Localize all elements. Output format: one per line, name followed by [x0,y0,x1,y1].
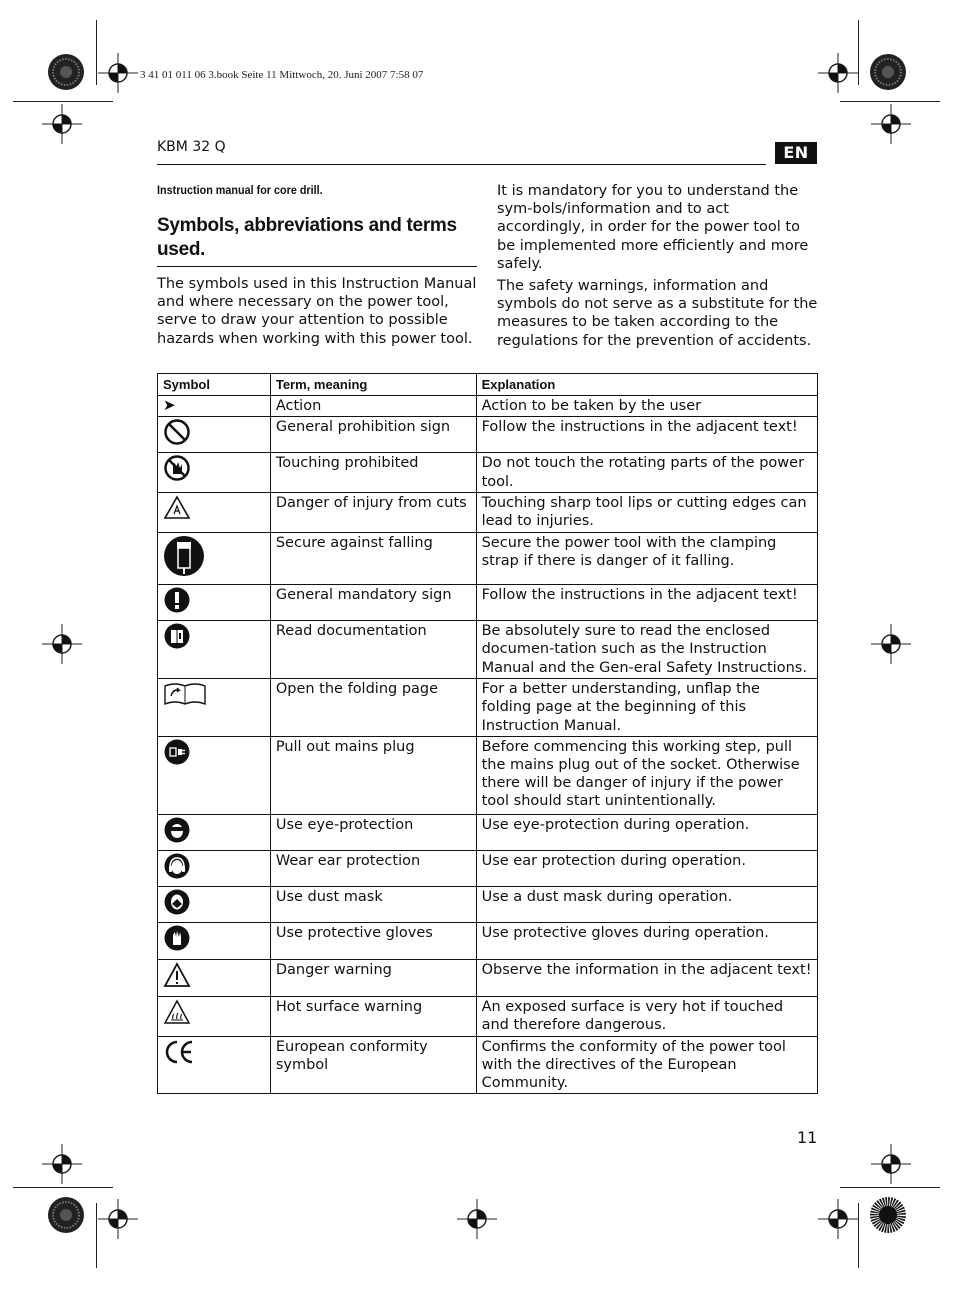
term-cell: Secure against falling [270,532,476,584]
column-header: Term, meaning [270,374,476,396]
model-name: KBM 32 Q [157,139,226,155]
table-row [158,887,818,923]
explanation-cell: Use eye-protection during operation. [476,814,817,850]
mandatory-icon [163,586,191,614]
section-heading: Symbols, abbreviations and terms used. [157,215,457,260]
registration-mark-icon [98,53,138,93]
registration-mark-icon [818,53,858,93]
header-rule [157,164,766,165]
color-wheel-icon [869,53,907,91]
registration-mark-icon [818,1199,858,1239]
registration-mark-icon [98,1199,138,1239]
table-row [158,996,818,1036]
prohibition-icon [163,418,191,446]
column-header: Explanation [476,374,817,396]
registration-mark-icon [871,624,911,664]
hot-surface-icon [163,998,191,1026]
term-cell: Pull out mains plug [270,736,476,814]
read-docs-icon [163,622,191,650]
table-row [158,814,818,850]
table-row [158,492,818,532]
table-row [158,532,818,584]
term-cell: Touching prohibited [270,453,476,492]
term-cell: Use dust mask [270,887,476,923]
registration-mark-icon [871,1144,911,1184]
registration-mark-icon [871,104,911,144]
safety-paragraph: The safety warnings, information and symbols do not serve as a substitute for the measures to be taken according to the regulations for the prevention of accidents. [497,278,818,349]
eye-protection-icon [163,816,191,844]
table-row [158,851,818,887]
language-badge: EN [775,142,817,164]
color-wheel-icon [47,53,85,91]
secure-falling-icon [163,534,205,578]
ear-protection-icon [163,852,191,880]
registration-mark-icon [457,1199,497,1239]
term-cell: General prohibition sign [270,417,476,453]
term-cell: Wear ear protection [270,851,476,887]
explanation-cell: Before commencing this working step, pull the mains plug out of the socket. Otherwise there will be danger of injury if the power tool should start unintentionally. [476,736,817,814]
table-row [158,679,818,737]
table-row [158,396,818,417]
explanation-cell: Secure the power tool with the clamping strap if there is danger of it falling. [476,532,817,584]
term-cell: General mandatory sign [270,585,476,621]
table-row [158,453,818,492]
gloves-icon [163,924,191,952]
color-wheel-icon [47,1196,85,1234]
explanation-cell: Action to be taken by the user [476,396,817,417]
explanation-cell: An exposed surface is very hot if touched and therefore dangerous. [476,996,817,1036]
explanation-cell: Follow the instructions in the adjacent text! [476,585,817,621]
explanation-cell: For a better understanding, unflap the folding page at the beginning of this Instruction Manual. [476,679,817,737]
dust-mask-icon [163,888,191,916]
mains-plug-icon [163,738,191,766]
cut-danger-icon [163,494,191,522]
registration-mark-icon [42,104,82,144]
page-number: 11 [797,1128,818,1147]
term-cell: Read documentation [270,621,476,679]
color-wheel-icon [869,1196,907,1234]
print-info: 3 41 01 011 06 3.book Seite 11 Mittwoch, 20. Juni 2007 7:58 07 [140,69,424,81]
explanation-cell: Be absolutely sure to read the enclosed documen-tation such as the Instruction Manual and the Gen-eral Safety Instructions. [476,621,817,679]
explanation-cell: Follow the instructions in the adjacent text! [476,417,817,453]
no-touch-icon [163,454,191,482]
manual-subtitle: Instruction manual for core drill. [157,183,323,197]
term-cell: Hot surface warning [270,996,476,1036]
mandatory-paragraph: It is mandatory for you to understand the sym-bols/information and to act accordingly, in order for the power tool to be implemented more efficiently and more safely. [497,183,809,272]
term-cell: Use protective gloves [270,923,476,959]
heading-rule [157,266,477,267]
explanation-cell: Observe the information in the adjacent text! [476,959,817,996]
registration-mark-icon [42,1144,82,1184]
table-row [158,621,818,679]
table-row [158,959,818,996]
explanation-cell: Touching sharp tool lips or cutting edges can lead to injuries. [476,492,817,532]
table-row [158,923,818,959]
registration-mark-icon [42,624,82,664]
table-row [158,585,818,621]
term-cell: European conformity symbol [270,1036,476,1094]
term-cell: Action [270,396,476,417]
table-row [158,1036,818,1094]
intro-right-column [497,182,819,354]
term-cell: Use eye-protection [270,814,476,850]
symbols-table [157,373,818,1094]
column-header: Symbol [158,374,271,396]
explanation-cell: Use a dust mask during operation. [476,887,817,923]
folding-page-icon [163,680,207,708]
ce-mark-icon [163,1038,195,1066]
term-cell: Danger of injury from cuts [270,492,476,532]
explanation-cell: Use protective gloves during operation. [476,923,817,959]
term-cell: Danger warning [270,959,476,996]
table-header-row [158,374,818,396]
term-cell: Open the folding page [270,679,476,737]
explanation-cell: Use ear protection during operation. [476,851,817,887]
table-row [158,736,818,814]
danger-warning-icon [163,961,191,989]
intro-paragraph: The symbols used in this Instruction Manual and where necessary on the power tool, serve to draw your attention to possible hazards when working with this power tool. [157,276,477,347]
explanation-cell: Do not touch the rotating parts of the power tool. [476,453,817,492]
action-arrow-icon: ➤ [158,396,271,417]
explanation-cell: Confirms the conformity of the power tool with the directives of the European Community. [476,1036,817,1094]
table-row [158,417,818,453]
